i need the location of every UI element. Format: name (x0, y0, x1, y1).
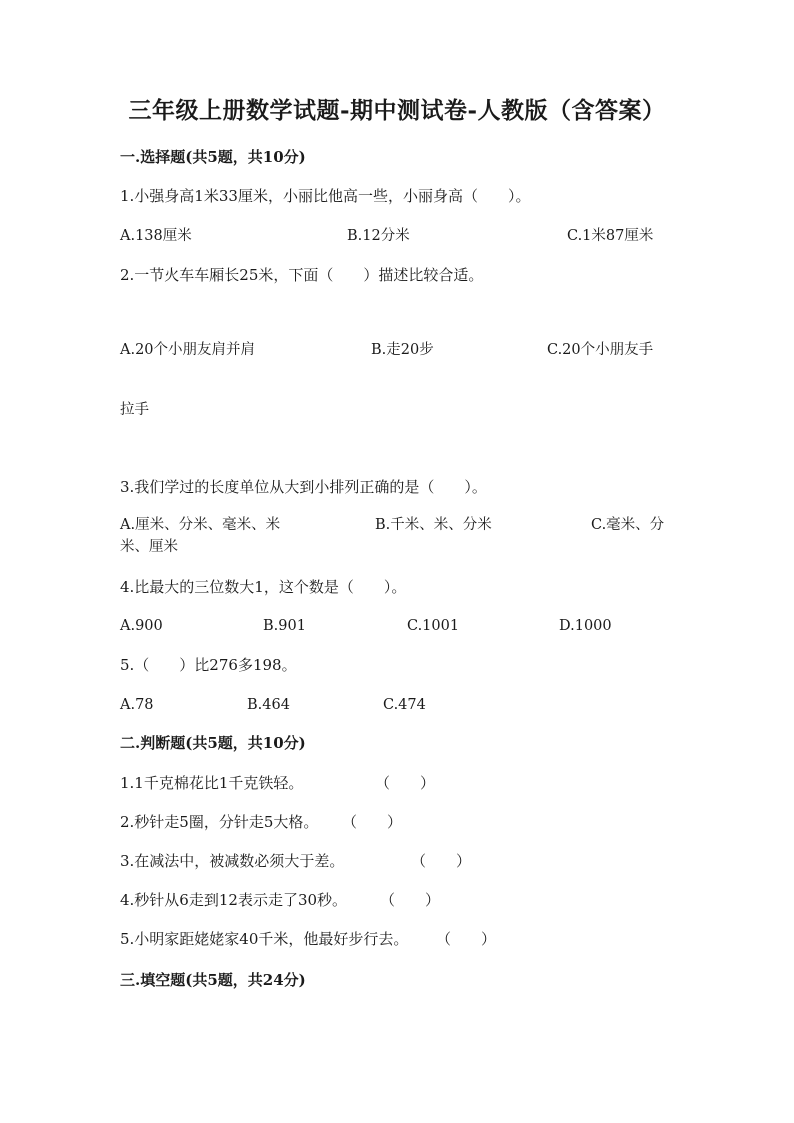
choice-question-4: 4.比最大的三位数大1，这个数是（ ）。 (120, 578, 407, 596)
choice-3-option-c: C.毫米、分 (591, 517, 665, 533)
choice-4-option-a: A.900 (120, 618, 163, 634)
choice-2-option-c-continuation: 拉手 (120, 402, 149, 418)
choice-2-option-a: A.20个小朋友肩并肩 (120, 342, 256, 358)
choice-question-1: 1.小强身高1米33厘米，小丽比他高一些，小丽身高（ ）。 (120, 187, 531, 205)
choice-5-option-a: A.78 (120, 697, 154, 713)
choice-question-3: 3.我们学过的长度单位从大到小排列正确的是（ ）。 (120, 478, 487, 496)
choice-question-2: 2.一节火车车厢长25米，下面（ ）描述比较合适。 (120, 266, 484, 284)
choice-1-option-a: A.138厘米 (120, 228, 192, 244)
choice-3-option-c-continuation: 米、厘米 (120, 539, 178, 555)
judgment-question-3: 3.在减法中，被减数必须大于差。 (120, 852, 345, 870)
judgment-2-blank: （ ） (342, 813, 403, 831)
choice-5-option-c: C.474 (383, 697, 426, 713)
choice-4-option-d: D.1000 (559, 618, 612, 634)
choice-question-5: 5.（ ）比276多198。 (120, 656, 297, 674)
judgment-5-blank: （ ） (436, 930, 497, 948)
judgment-1-blank: （ ） (375, 774, 436, 792)
choice-4-option-b: B.901 (263, 618, 306, 634)
section-heading-fill: 三.填空题(共5题，共24分) (120, 971, 306, 989)
judgment-question-2: 2.秒针走5圈，分针走5大格。 (120, 813, 319, 831)
choice-3-option-b: B.千米、米、分米 (375, 517, 492, 533)
judgment-question-1: 1.1千克棉花比1千克铁轻。 (120, 774, 304, 792)
section-heading-choice: 一.选择题(共5题，共10分) (120, 148, 306, 166)
page-title: 三年级上册数学试题-期中测试卷-人教版（含答案） (128, 97, 666, 124)
choice-3-option-a: A.厘米、分米、毫米、米 (120, 517, 281, 533)
choice-4-option-c: C.1001 (407, 618, 460, 634)
judgment-question-5: 5.小明家距姥姥家40千米，他最好步行去。 (120, 930, 409, 948)
choice-2-option-c: C.20个小朋友手 (547, 342, 654, 358)
judgment-3-blank: （ ） (411, 852, 472, 870)
choice-1-option-b: B.12分米 (347, 228, 410, 244)
section-heading-judgment: 二.判断题(共5题，共10分) (120, 734, 306, 752)
choice-5-option-b: B.464 (247, 697, 290, 713)
judgment-4-blank: （ ） (380, 891, 441, 909)
choice-1-option-c: C.1米87厘米 (567, 228, 654, 244)
choice-2-option-b: B.走20步 (371, 342, 434, 358)
judgment-question-4: 4.秒针从6走到12表示走了30秒。 (120, 891, 348, 909)
